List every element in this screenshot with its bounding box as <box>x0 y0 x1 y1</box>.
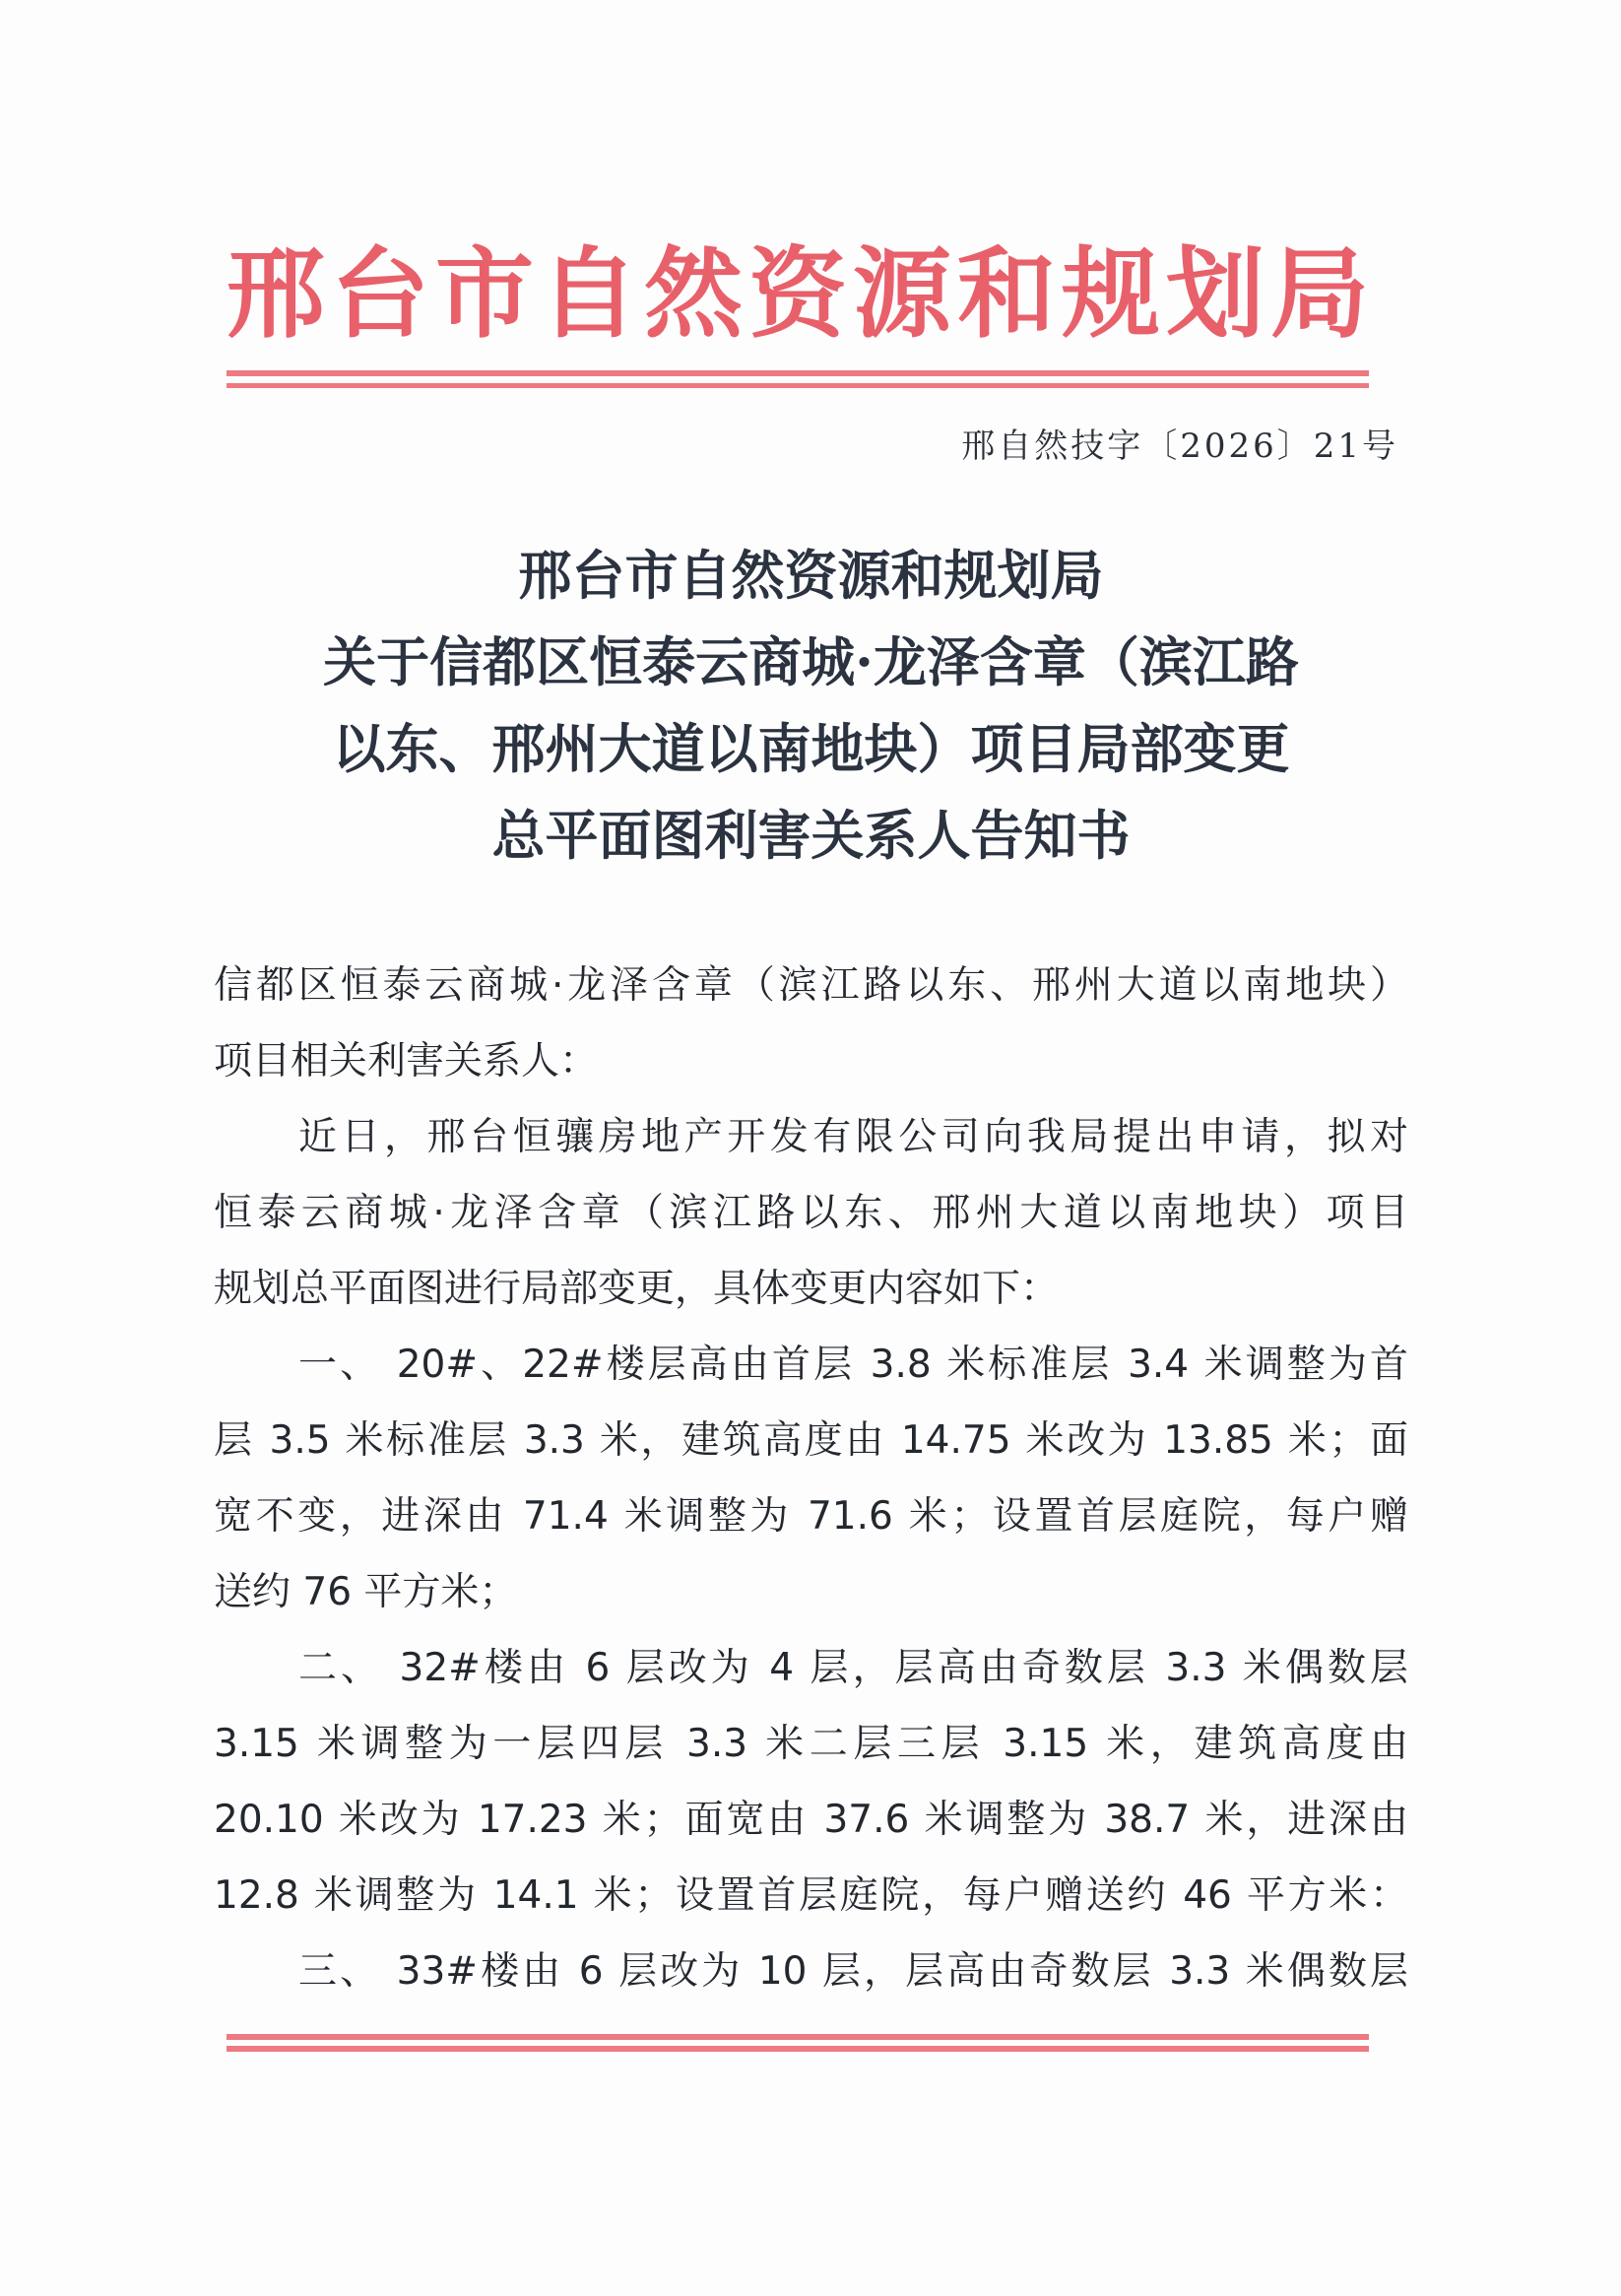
item-1-line: 一、 20#、22#楼层高由首层 3.8 米标准层 3.4 米调整为首 <box>298 1343 1408 1387</box>
title-line: 总平面图利害关系人告知书 <box>491 804 1131 867</box>
item-2-line: 3.15 米调整为一层四层 3.3 米二层三层 3.15 米，建筑高度由 <box>214 1722 1408 1766</box>
item-2-line: 12.8 米调整为 14.1 米；设置首层庭院，每户赠送约 46 平方米： <box>214 1873 1408 1918</box>
item-1-line: 层 3.5 米标准层 3.3 米，建筑高度由 14.75 米改为 13.85 米；面 <box>214 1418 1408 1463</box>
item-2-line: 二、 32#楼由 6 层改为 4 层，层高由奇数层 3.3 米偶数层 <box>298 1646 1408 1690</box>
title-line: 邢台市自然资源和规划局 <box>518 544 1104 607</box>
masthead-org-name: 邢台市自然资源和规划局 <box>227 235 1375 352</box>
title-line: 关于信都区恒泰云商城·龙泽含章（滨江路 <box>323 630 1299 693</box>
item-1-line: 宽不变，进深由 71.4 米调整为 71.6 米；设置首层庭院，每户赠 <box>214 1494 1408 1539</box>
document-body <box>214 948 1408 2009</box>
salutation-line: 项目相关利害关系人： <box>214 1039 599 1083</box>
intro-line: 近日，邢台恒骧房地产开发有限公司向我局提出申请，拟对 <box>298 1115 1408 1159</box>
document-title <box>214 532 1408 879</box>
intro-line: 规划总平面图进行局部变更，具体变更内容如下： <box>214 1267 1060 1311</box>
footer-rule-lower <box>227 2046 1369 2052</box>
intro-line: 恒泰云商城·龙泽含章（滨江路以东、邢州大道以南地块）项目 <box>214 1191 1408 1235</box>
item-1-line: 送约 76 平方米； <box>214 1570 518 1614</box>
masthead-rule-thin <box>227 383 1369 388</box>
item-3-line: 三、 33#楼由 6 层改为 10 层，层高由奇数层 3.3 米偶数层 <box>298 1949 1408 1994</box>
footer-rule-upper <box>227 2034 1369 2040</box>
item-2-line: 20.10 米改为 17.23 米；面宽由 37.6 米调整为 38.7 米，进深由 <box>214 1798 1408 1842</box>
document-number: 邢自然技字〔2026〕21号 <box>961 426 1398 466</box>
title-line: 以东、邢州大道以南地块）项目局部变更 <box>332 717 1290 780</box>
masthead-rule-thick <box>227 370 1369 376</box>
salutation-line: 信都区恒泰云商城·龙泽含章（滨江路以东、邢州大道以南地块） <box>214 963 1408 1008</box>
